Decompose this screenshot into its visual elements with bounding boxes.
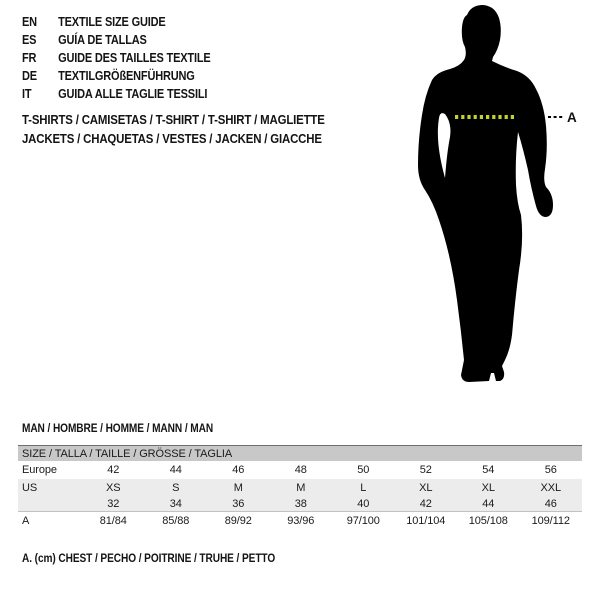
row-label: A <box>18 512 82 531</box>
size-cell: M <box>207 479 270 496</box>
language-row-it <box>22 85 211 103</box>
row-label: Europe <box>18 461 82 479</box>
size-cell: 46 <box>520 496 583 512</box>
table-row-europe <box>18 461 582 479</box>
size-cell: 44 <box>145 461 208 479</box>
size-cell: 50 <box>332 461 395 479</box>
language-row-es <box>22 31 211 49</box>
size-cell: 46 <box>207 461 270 479</box>
size-cell: M <box>270 479 333 496</box>
language-code: IT <box>22 87 32 101</box>
size-cell: XL <box>395 479 458 496</box>
size-cell: XXL <box>520 479 583 496</box>
size-cell: 34 <box>145 496 208 512</box>
size-cell: 40 <box>332 496 395 512</box>
size-table <box>18 445 582 530</box>
size-cell: 42 <box>395 496 458 512</box>
section-heading-man <box>22 423 239 435</box>
language-label: GUÍA DE TALLAS <box>58 33 147 47</box>
language-code: ES <box>22 33 37 47</box>
category-line-jackets: JACKETS / CHAQUETAS / VESTES / JACKEN / GIACCHE <box>22 131 322 146</box>
language-label: GUIDA ALLE TAGLIE TESSILI <box>58 87 208 101</box>
size-table-header: SIZE / TALLA / TAILLE / GRÖSSE / TAGLIA <box>18 446 582 462</box>
measurement-note-text: A. (cm) CHEST / PECHO / POITRINE / TRUHE / PETTO <box>22 553 276 565</box>
category-line-tshirts: T-SHIRTS / CAMISETAS / T-SHIRT / T-SHIRT / MAGLIETTE <box>22 112 325 127</box>
size-cell: 89/92 <box>207 512 270 531</box>
language-row-de <box>22 67 211 85</box>
language-code: FR <box>22 51 37 65</box>
language-row-fr <box>22 49 211 67</box>
size-cell: 85/88 <box>145 512 208 531</box>
male-silhouette <box>418 5 553 382</box>
male-silhouette-figure <box>395 0 600 410</box>
language-row-en <box>22 13 211 31</box>
language-label: TEXTILGRÖßENFÜHRUNG <box>58 69 195 83</box>
measurement-note <box>22 553 310 565</box>
size-cell: 105/108 <box>457 512 520 531</box>
size-cell: XL <box>457 479 520 496</box>
size-cell: L <box>332 479 395 496</box>
size-cell: 101/104 <box>395 512 458 531</box>
table-row-chest-a <box>18 512 582 531</box>
measure-label-a: A <box>567 110 577 125</box>
garment-categories <box>22 110 366 148</box>
table-row-us-numeric <box>18 496 582 512</box>
size-cell: 48 <box>270 461 333 479</box>
size-cell: S <box>145 479 208 496</box>
table-row-us <box>18 479 582 496</box>
section-heading-text: MAN / HOMBRE / HOMME / MANN / MAN <box>22 423 214 435</box>
size-cell: 81/84 <box>82 512 145 531</box>
language-list <box>22 13 236 103</box>
size-cell: 54 <box>457 461 520 479</box>
size-cell: 93/96 <box>270 512 333 531</box>
size-cell: 97/100 <box>332 512 395 531</box>
size-cell: 36 <box>207 496 270 512</box>
language-label: TEXTILE SIZE GUIDE <box>58 15 166 29</box>
size-table-header-row <box>18 446 582 462</box>
language-code: EN <box>22 15 37 29</box>
language-label: GUIDE DES TAILLES TEXTILE <box>58 51 211 65</box>
row-label <box>18 496 82 512</box>
row-label: US <box>18 479 82 496</box>
size-cell: 38 <box>270 496 333 512</box>
size-cell: 52 <box>395 461 458 479</box>
language-code: DE <box>22 69 37 83</box>
size-cell: 32 <box>82 496 145 512</box>
size-cell: XS <box>82 479 145 496</box>
size-cell: 42 <box>82 461 145 479</box>
size-cell: 44 <box>457 496 520 512</box>
size-cell: 56 <box>520 461 583 479</box>
size-cell: 109/112 <box>520 512 583 531</box>
